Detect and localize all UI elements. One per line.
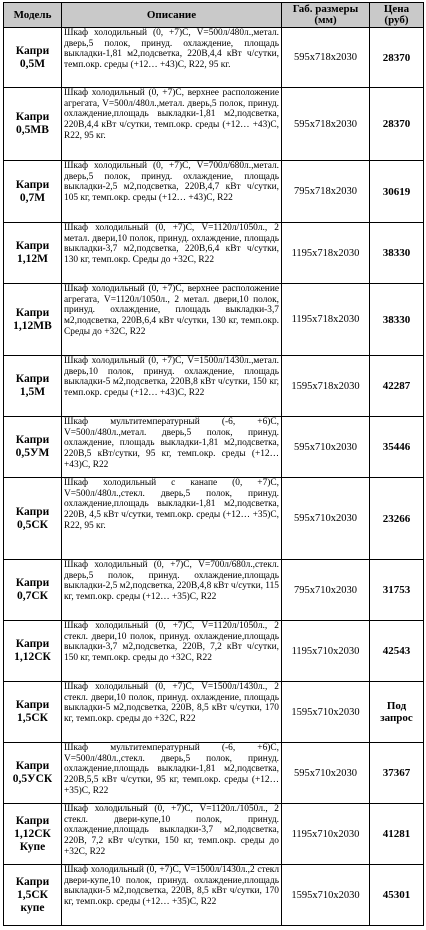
cell-description: Шкаф холодильный (0, +7)С, V=1120л/1050л., 2 стекл. двери,10 полок, принуд. охлаждение,площадь выкладки-3,7 м2,подсветка, 220В, 7,2 кВт ч/сутки, 150 кг, темп.окр. среды до +32С, R22 xyxy=(62,621,282,682)
cell-price: 31753 xyxy=(370,560,424,621)
cell-dimensions: 595х718х2030 xyxy=(282,88,370,161)
table-row xyxy=(4,88,424,161)
cell-description: Шкаф холодильный (0, +7)С, V=1120л./1050л., 2 стекл. двери-купе,10 полок, принуд. охлаждение,площадь выкладки-3,7 м2,подсветка, 220В, 7,2 кВт ч/сутки, 150 кг, темп.окр. среды до +32С, R22 xyxy=(62,804,282,865)
cell-dimensions: 1195х710х2030 xyxy=(282,804,370,865)
table-body xyxy=(4,28,424,926)
cell-model: Капри 0,5УМ xyxy=(4,417,62,478)
cell-model: Капри 0,5МВ xyxy=(4,88,62,161)
cell-price: 23266 xyxy=(370,478,424,560)
table-row xyxy=(4,865,424,926)
cell-dimensions: 1195х718х2030 xyxy=(282,284,370,356)
price-table xyxy=(3,2,424,926)
cell-dimensions: 595х718х2030 xyxy=(282,28,370,88)
cell-model: Капри 1,12СК xyxy=(4,621,62,682)
cell-dimensions: 595х710х2030 xyxy=(282,417,370,478)
cell-price: 42543 xyxy=(370,621,424,682)
cell-description: Шкаф холодильный с канапе (0, +7)С, V=500л/480л.,стекл. дверь,5 полок, принуд. охлаждение,площадь выкладки-1,81 м2,подсветка, 220В, 4,5 кВт ч/сутки, темп.окр. среды (+12… +35)С, R22, 95 кг. xyxy=(62,478,282,560)
cell-model: Капри 1,12М xyxy=(4,223,62,284)
cell-dimensions: 595х710х2030 xyxy=(282,743,370,804)
cell-price: 42287 xyxy=(370,356,424,417)
cell-description: Шкаф холодильный (0, +7)С, верхнее расположение агрегата, V=500л/480л.,метал. дверь,5 полок, принуд. охлаждение,площадь выкладки-1,81 м2,подсветка, 220В,4,4 кВт ч/сутки, темп.окр. среды (+12… +43)С, R22, 95 кг. xyxy=(62,88,282,161)
cell-dimensions: 595х710х2030 xyxy=(282,478,370,560)
cell-model: Капри 0,7М xyxy=(4,161,62,223)
cell-price: 28370 xyxy=(370,28,424,88)
cell-dimensions: 1195х718х2030 xyxy=(282,223,370,284)
cell-description: Шкаф холодильный (0, +7)С, V=700л/680л.,стекл. дверь,5 полок, принуд. охлаждение,площадь выкладки-2,5 м2,подсветка, 220В,4,8 кВт ч/сутки, 115 кг, темп.окр. среды (+12… +35)С, R22 xyxy=(62,560,282,621)
cell-dimensions: 795х718х2030 xyxy=(282,161,370,223)
table-row xyxy=(4,621,424,682)
header-dimensions: Габ. размеры (мм) xyxy=(282,3,370,28)
cell-description: Шкаф холодильный (0, +7)С, V=1500л/1430л., 2 стекл. двери,10 полок, принуд. охлаждение, площадь выкладки-5 м2,подсветка, 220В, 8,5 кВт ч/сутки, 170 кг, темп.окр. среды до +32С, R22 xyxy=(62,682,282,743)
cell-model: Капри 0,5СК xyxy=(4,478,62,560)
cell-description: Шкаф холодильный (0, +7)С, V=700л/680л.,метал. дверь,5 полок, принуд. охлаждение, площадь выкладки-2,5 м2,подсветка, 220В,4,7 кВт ч/сутки, 105 кг, темп.окр. среды (+12… +43)С, R22 xyxy=(62,161,282,223)
cell-dimensions: 1595х710х2030 xyxy=(282,682,370,743)
header-row xyxy=(4,3,424,28)
cell-model: Капри 1,5М xyxy=(4,356,62,417)
table-row xyxy=(4,682,424,743)
cell-model: Капри 0,5УСК xyxy=(4,743,62,804)
cell-price: 38330 xyxy=(370,284,424,356)
table-row xyxy=(4,161,424,223)
cell-dimensions: 1595х710х2030 xyxy=(282,865,370,926)
table-row xyxy=(4,743,424,804)
table-row xyxy=(4,284,424,356)
cell-model: Капри 1,12МВ xyxy=(4,284,62,356)
cell-price: 30619 xyxy=(370,161,424,223)
cell-description: Шкаф мультитемпературный (-6, +6)С, V=500л/480л.,стекл. дверь,5 полок, принуд. охлаждение,площадь выкладки-1,81 м2,подсветка, 220В,5,5 кВт ч/сутки, 95 кг, темп.окр. среды (+12… +35)С, R22 xyxy=(62,743,282,804)
cell-dimensions: 1595х718х2030 xyxy=(282,356,370,417)
cell-description: Шкаф холодильный (0, +7)С, V=500л/480л.,метал. дверь,5 полок, принуд. охлаждение, площадь выкладки-1,81 м2,подсветка, 220В,4,4 кВт ч/сутки, темп.окр. среды (+12… +43)С, R22, 95 кг. xyxy=(62,28,282,88)
cell-model: Капри 1,5СК xyxy=(4,682,62,743)
header-description: Описание xyxy=(62,3,282,28)
table-row xyxy=(4,560,424,621)
table-row xyxy=(4,356,424,417)
cell-price: 28370 xyxy=(370,88,424,161)
cell-price: 41281 xyxy=(370,804,424,865)
cell-description: Шкаф холодильный (0, +7)С, V=1120л/1050л., 2 метал. двери,10 полок, принуд. охлаждение, площадь выкладки-3,7 м2,подсветка, 220В,6,4 кВт ч/сутки, 130 кг, темп.окр. Среды до +32С, R22 xyxy=(62,223,282,284)
cell-description: Шкаф холодильный (0, +7)С, V=1500л/1430л.,2 стекл двери-купе,10 полок, принуд. охлаждение,площадь выкладки-5 м2,подсветка, 220В, 8,5 кВт ч/сутки, 170 кг, темп.окр. среды (+12… +35)С, R22 xyxy=(62,865,282,926)
cell-price: Под запрос xyxy=(370,682,424,743)
header-price: Цена (руб) xyxy=(370,3,424,28)
cell-price: 38330 xyxy=(370,223,424,284)
table-row xyxy=(4,28,424,88)
cell-description: Шкаф мультитемпературный (-6, +6)С, V=500л/480л.,метал. дверь,5 полок, принуд. охлаждение, площадь выкладки-1,81 м2,подсветка, 220В,5 кВт/сутки, 95 кг, темп.окр. среды (+12… +43)С, R22 xyxy=(62,417,282,478)
cell-description: Шкаф холодильный (0, +7)С, верхнее расположение агрегата, V=1120л/1050л., 2 метал. двери,10 полок, принуд. охлаждение, площадь выкладки-3,7 м2,подсветка, 220В,6,4 кВт ч/сутки, 130 кг, темп.окр. Среды до +32С, R22 xyxy=(62,284,282,356)
cell-model: Капри 0,7СК xyxy=(4,560,62,621)
cell-description: Шкаф холодильный (0, +7)С, V=1500л/1430л.,метал. дверь,10 полок, принуд. охлаждение, площадь выкладки-5 м2,подсветка, 220В,8 кВт ч/сутки, 150 кг, темп.окр. среды (+12… +43)С, R22 xyxy=(62,356,282,417)
header-model: Модель xyxy=(4,3,62,28)
cell-price: 45301 xyxy=(370,865,424,926)
cell-price: 37367 xyxy=(370,743,424,804)
table-row xyxy=(4,223,424,284)
cell-price: 35446 xyxy=(370,417,424,478)
table-row xyxy=(4,804,424,865)
table-row xyxy=(4,417,424,478)
table-header xyxy=(4,3,424,28)
cell-dimensions: 1195х710х2030 xyxy=(282,621,370,682)
table-row xyxy=(4,478,424,560)
cell-model: Капри 0,5М xyxy=(4,28,62,88)
cell-model: Капри 1,12СК Купе xyxy=(4,804,62,865)
cell-model: Капри 1,5СК купе xyxy=(4,865,62,926)
cell-dimensions: 795х710х2030 xyxy=(282,560,370,621)
